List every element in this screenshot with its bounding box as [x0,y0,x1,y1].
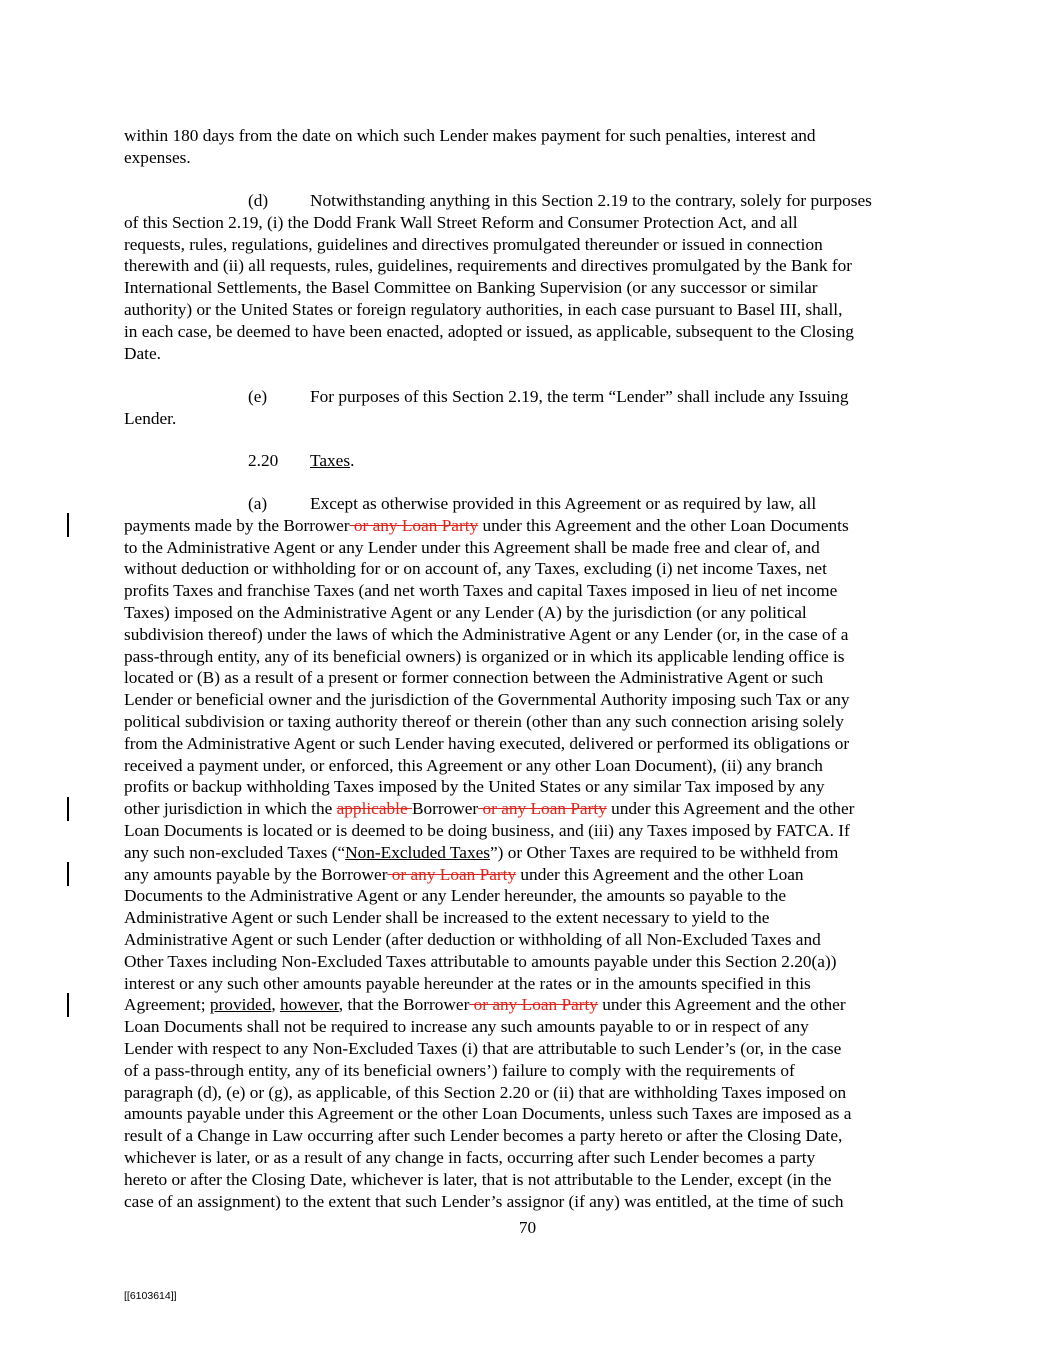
text-line [124,515,936,537]
text-line: without deduction or withholding for or on account of, any Taxes, excluding (i) net income Taxes, net [124,559,827,579]
text-run: any amounts payable by the Borrower [124,864,388,884]
text-line: profits Taxes and franchise Taxes (and net worth Taxes and capital Taxes imposed in lieu of net income [124,581,838,601]
text-line: International Settlements, the Basel Committee on Banking Supervision (or any successor or similar [124,278,818,298]
text-run: Except as otherwise provided in this Agreement or as required by law, all [310,494,817,513]
paragraph-first-line [124,493,936,515]
page-number: 70 [518,1218,537,1237]
text-run: ”) or Other Taxes are required to be withheld from [489,842,839,862]
text-line: Lender. [124,408,177,428]
text-line: Date. [124,343,161,363]
change-bar [67,797,69,821]
deleted-text: or any Loan Party [478,799,607,819]
text-line: from the Administrative Agent or such Lender having executed, delivered or performed its obligations or [124,733,850,753]
text-line: within 180 days from the date on which such Lender makes payment for such penalties, interest and [124,126,816,145]
text-line: political subdivision or taxing authority thereof or therein (other than any such connection arising solely [124,711,844,731]
text-line: therewith and (ii) all requests, rules, guidelines, requirements and directives promulgated by the Bank for [124,256,852,276]
text-line: hereto or after the Closing Date, whichever is later, that is not attributable to the Lender, except (in the [124,1169,832,1189]
text-line: result of a Change in Law occurring after such Lender becomes a party hereto or after the Closing Date, [124,1126,843,1146]
document-id: [[6103614]] [124,1290,177,1302]
text-line: amounts payable under this Agreement or the other Loan Documents, unless such Taxes are imposed as a [124,1104,852,1124]
text-line: requests, rules, regulations, guidelines and directives promulgated thereunder or issued in connection [124,234,823,254]
text-line: Taxes) imposed on the Administrative Agent or any Lender (A) by the jurisdiction (or any political [124,602,807,622]
text-run: under this Agreement and the other [597,995,846,1015]
section-title-period: . [350,451,355,470]
text-run: , [271,995,280,1015]
change-bar [67,513,69,537]
text-line: Loan Documents shall not be required to increase any such amounts payable to or in respect of any [124,1017,809,1037]
text-line [124,798,936,820]
change-bar [67,862,69,886]
text-line: located or (B) as a result of a present or former connection between the Administrative Agent or such [124,668,824,688]
text-line: profits or backup withholding Taxes imposed by the United States or any similar Tax imposed by any [124,777,825,797]
text-run: under this Agreement and the other [606,799,855,819]
change-bar [67,993,69,1017]
text-line [124,864,936,886]
text-line: pass-through entity, any of its beneficial owners) is organized or in which its applicable lending office is [124,646,845,666]
paragraph-carryover [124,125,936,169]
text-run: Agreement; [124,995,210,1015]
paragraph-e [124,386,936,430]
text-line: authority) or the United States or foreign regulatory authorities, in each case pursuant to Basel III, shall, [124,299,843,319]
text-line: subdivision thereof) under the laws of which the Administrative Agent or any Lender (or, in the case of a [124,624,849,644]
deleted-text: or any Loan Party [349,515,479,535]
text-run: , that the Borrower [338,995,470,1015]
text-run: Notwithstanding anything in this Section 2.19 to the contrary, solely for purposes [310,191,872,210]
paragraph-label: (d) [248,191,269,210]
underlined-term: provided [209,995,272,1015]
paragraph-first-line [124,190,936,212]
text-run: Borrower [411,799,479,819]
paragraph-first-line [124,386,936,408]
text-run: any such non-excluded Taxes (“ [124,842,346,862]
text-line: Lender or beneficial owner and the jurisdiction of the Governmental Authority imposing such Tax or any [124,690,850,710]
text-line: Other Taxes including Non-Excluded Taxes attributable to amounts payable under this Section 2.20(a)) [124,951,837,971]
paragraph-label: (e) [248,387,268,406]
text-run: under this Agreement and the other Loan Documents [478,515,849,535]
text-line: Lender with respect to any Non-Excluded Taxes (i) that are attributable to such Lender’s (or, in the case [124,1038,842,1058]
deleted-text: applicable [336,799,412,819]
text-line: Loan Documents is located or is deemed to be doing business, and (iii) any Taxes imposed by FATCA. If [124,820,850,840]
text-line: whichever is later, or as a result of any change in facts, occurring after such Lender becomes a party [124,1147,816,1167]
text-run: For purposes of this Section 2.19, the term “Lender” shall include any Issuing [310,387,849,406]
text-line: to the Administrative Agent or any Lender under this Agreement shall be made free and clear of, and [124,537,820,557]
defined-term: Non-Excluded Taxes [345,842,490,862]
underlined-term: however [279,995,339,1015]
text-line: paragraph (d), (e) or (g), as applicable, of this Section 2.20 or (ii) that are withholding Taxes imposed on [124,1082,847,1102]
text-line: of this Section 2.19, (i) the Dodd Frank Wall Street Reform and Consumer Protection Act, and all [124,212,798,232]
text-line [124,994,936,1016]
text-line: case of an assignment) to the extent that such Lender’s assignor (if any) was entitled, at the time of such [124,1191,844,1211]
paragraph-label: (a) [248,494,268,513]
section-number: 2.20 [248,451,279,470]
section-heading [124,450,936,472]
text-line: Documents to the Administrative Agent or any Lender hereunder, the amounts so payable to the [124,886,787,906]
text-line: of a pass-through entity, any of its beneficial owners’) failure to comply with the requirements of [124,1060,795,1080]
text-line: Administrative Agent or such Lender (after deduction or withholding of all Non-Excluded Taxes and [124,929,821,949]
text-line: interest or any such other amounts payable hereunder at the rates or in the amounts specified in this [124,973,811,993]
deleted-text: or any Loan Party [469,995,598,1015]
text-line: expenses. [124,147,191,167]
text-line [124,842,936,864]
text-line: in each case, be deemed to have been enacted, adopted or issued, as applicable, subsequent to the Closing [124,321,854,341]
text-run: under this Agreement and the other Loan [516,864,804,884]
text-run: payments made by the Borrower [124,515,350,535]
paragraph-a [124,493,936,1212]
text-line: Administrative Agent or such Lender shall be increased to the extent necessary to yield to the [124,908,770,928]
text-line: received a payment under, or enforced, this Agreement or any other Loan Document), (ii) any branch [124,755,823,775]
paragraph-d [124,190,936,364]
deleted-text: or any Loan Party [387,864,517,884]
section-title: Taxes [310,451,351,470]
text-run: other jurisdiction in which the [124,799,337,819]
